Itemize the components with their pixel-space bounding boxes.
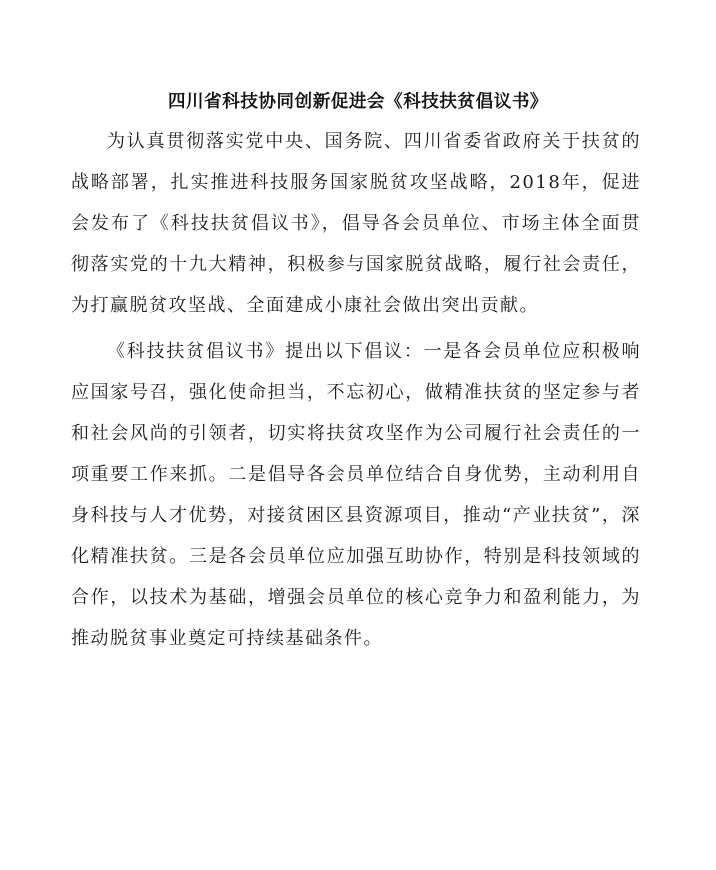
document-title: 四川省科技协同创新促进会《科技扶贫倡议书》 — [167, 92, 549, 112]
paragraph-intro: 为认真贯彻落实党中央、国务院、四川省委省政府关于扶贫的战略部署，扎实推进科技服务国家脱贫攻坚战略，2018年，促进会发布了《科技扶贫倡议书》，倡导各会员单位、市场主体全面贯彻落实党的十九大精神，积极参与国家脱贫战略，履行社会责任，为打赢脱贫攻坚战、全面建成小康社会做出突出贡献。 — [71, 131, 641, 316]
paragraph-proposals: 《科技扶贫倡议书》提出以下倡议：一是各会员单位应积极响应国家号召，强化使命担当，不忘初心，做精准扶贫的坚定参与者和社会风尚的引领者，切实将扶贫攻坚作为公司履行社会责任的一项重要工作来抓。二是倡导各会员单位结合自身优势，主动利用自身科技与人才优势，对接贫困区县资源项目，推动“产业扶贫”，深化精准扶贫。三是各会员单位应加强互助协作，特别是科技领域的合作，以技术为基础，增强会员单位的核心竞争力和盈利能力，为推动脱贫事业奠定可持续基础条件。 — [71, 341, 641, 649]
